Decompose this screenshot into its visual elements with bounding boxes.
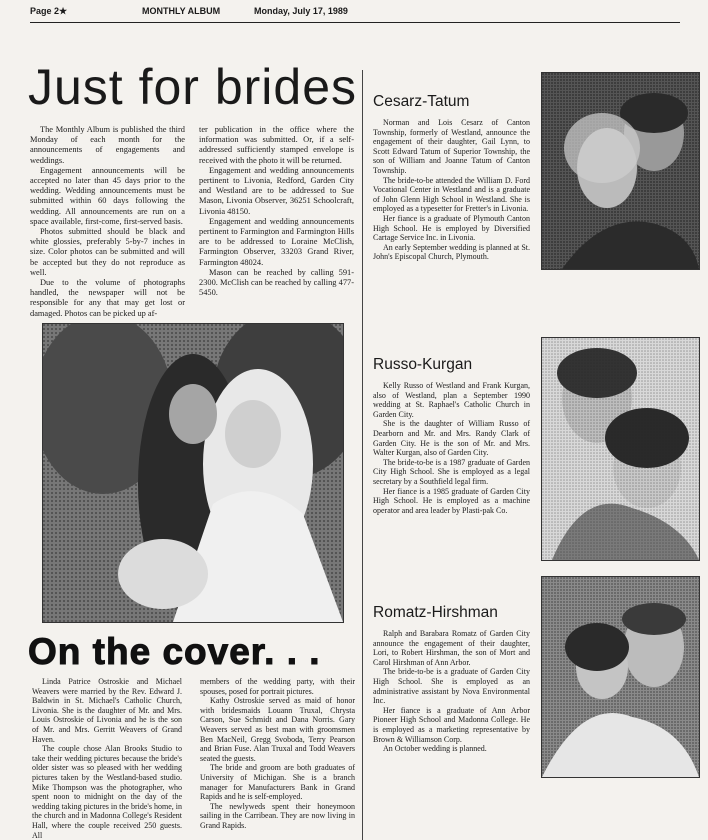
announcement-paragraph: Ralph and Barabara Romatz of Garden City announce the engagement of their daughter, Lori, to Robert Hirshman, the son of Mort and Carol Hirshman of Ann Arbor. [373,629,530,667]
announcement-paragraph: Her fiance is a graduate of Ann Arbor Pioneer High School and Madonna College. He is employed as a marketing representative by Brown & Williamson Corp. [373,705,530,744]
intro-paragraph: Mason can be reached by calling 591-2300. McClish can be reached by calling 477-5450. [199,267,354,298]
intro-paragraph: Photos submitted should be black and white glossies, preferably 5-by-7 inches in size. Color photos can be submitted and will be accepted but they do not reproduce as well. [30,227,185,277]
couple-photo-image [542,577,699,777]
intro-paragraph: The Monthly Album is published the third Monday of each month for the announcements of engagements and weddings. [30,125,185,165]
announcement-paragraph: An October wedding is planned. [383,744,487,754]
cover-paragraph: The newlyweds spent their honeymoon sailing in the Carribean. They are now living in Grand Rapids. [200,801,355,830]
announcement-text [373,629,530,754]
cover-column-1 [32,677,182,840]
page-number: Page 2★ [30,6,68,16]
wedding-photo-image [43,324,343,622]
announcement-paragraph: Kelly Russo of Westland and Frank Kurgan, also of Westland, plan a September 1990 wedding at St. Raphael's Catholic Church in Garden City. [373,381,530,419]
announcement-paragraph: The bride-to-be is a 1987 graduate of Garden City High School. She is employed as a legal secretary by a Southfield legal firm. [373,457,530,486]
page-header [30,6,680,20]
cover-paragraph: Kathy Ostroskie served as maid of honor with bridesmaids Louann Truxal, Chrysta Carson, Sue Schmidt and Dana Norris. Gary Weavers served as best man with groomsmen Ben MacNeil, Gregg Svoboda, Terry Pearson and Brian Fuse. Alan Truxal and Todd Weavers seated the guests. [200,696,355,763]
issue-date: Monday, July 17, 1989 [254,6,348,16]
section-name: MONTHLY ALBUM [142,6,221,16]
cover-heading: On the cover. . . [28,631,321,672]
announcement-name: Russo-Kurgan [373,356,473,373]
announcement-paragraph: An early September wedding is planned at St. John's Episcopal Church, Plymouth. [373,242,530,262]
announcement-name: Cesarz-Tatum [373,93,470,110]
couple-photo-image [542,73,699,269]
couple-photo-image [542,338,699,560]
intro-column-1 [30,125,185,319]
cover-column-2 [200,677,355,831]
announcement-paragraph: The bride-to-be attended the William D. Ford Vocational Center in Westland and is a graduate of John Glenn High School in Westland. She is employed as a typesetter for Fretter's in Livonia. [373,175,530,214]
announcement-text [373,381,530,515]
couple-photo [541,337,700,561]
intro-paragraph: Engagement and wedding announcements pertinent to Livonia, Redford, Garden City and Westland are to be addressed to Sue Mason, Livonia Observer, 36251 Schoolcraft, Livonia 48150. [199,165,354,216]
column-divider [362,70,363,840]
cover-paragraph: members of the wedding party, with their spouses, posed for portrait pictures. [200,677,355,696]
page-title: Just for brides [28,59,358,115]
intro-paragraph: Due to the volume of photographs handled, the newspaper will not be responsible for any that may get lost or damaged. Photos can be picked up af- [30,278,185,318]
announcement-paragraph: Her fiance is a graduate of Plymouth Canton High School. He is employed by Diversified Cartage Service Inc. in Livonia. [373,213,530,243]
announcement-paragraph: Norman and Lois Cesarz of Canton Township, formerly of Westland, announce the engagement of their daughter, Gail Lynn, to Scott Edward Tatum of Superior Township, the son of William and Joanne Tatum of Canton Township. [373,118,530,175]
announcement-paragraph: She is the daughter of William Russo of Dearborn and Mr. and Mrs. Randy Clark of Garden City. He is the son of Mr. and Mrs. Walter Kurgan, also of Garden City. [373,419,530,458]
cover-paragraph: Linda Patrice Ostroskie and Michael Weavers were married by the Rev. Edward J. Baldwin in St. Michael's Catholic Church, Livonia. She is the daughter of Mr. and Mrs. Louis Ostroskie of Livonia and he is the son of Mr. and Mrs. Gerritt Weavers of Grand Haven. [32,677,182,744]
wedding-photo [42,323,344,623]
cover-paragraph: The bride and groom are both graduates of University of Michigan. She is a branch manager for Manufacturers Bank in Grand Rapids and he is self-employed. [200,763,355,802]
intro-paragraph: ter publication in the office where the information was submitted. Or, if a self-addressed sufficiently stamped envelope is received with the photo it will be returned. [199,125,354,165]
header-rule [30,22,680,23]
couple-photo [541,576,700,778]
cover-paragraph: The couple chose Alan Brooks Studio to take their wedding pictures because the bride's older sister was so pleased with her wedding pictures taken by the Westland-based studio. Mike Thompson was the photographer, who spent noon to midnight on the day of the wedding taking pictures in the bride's home, in the church and in Madonna College's Resident Hall, where the couple received 250 guests. All [32,744,182,840]
announcement-name: Romatz-Hirshman [373,604,498,621]
intro-paragraph: Engagement and wedding announcements pertinent to Farmington and Farmington Hills are to be addressed to Loraine McClish, Farmington Observer, 33203 Grand River, Farmington 48024. [199,216,354,267]
intro-column-2 [199,125,354,298]
couple-photo [541,72,700,270]
intro-paragraph: Engagement announcements will be accepted no later than 45 days prior to the wedding. Wedding announcements must be submitted within 60 days following the wedding. All announcements are run on a space available, first-come, first-served basis. [30,165,185,226]
announcement-text [373,118,530,262]
announcement-paragraph: The bride-to-be is a graduate of Garden City High School. She is employed as an administrative assistant by Nova Environmental Inc. [373,667,530,706]
announcement-paragraph: Her fiance is a 1985 graduate of Garden City High School. He is employed as a machine operator and area leader by Plasti-pak Co. [373,486,530,515]
